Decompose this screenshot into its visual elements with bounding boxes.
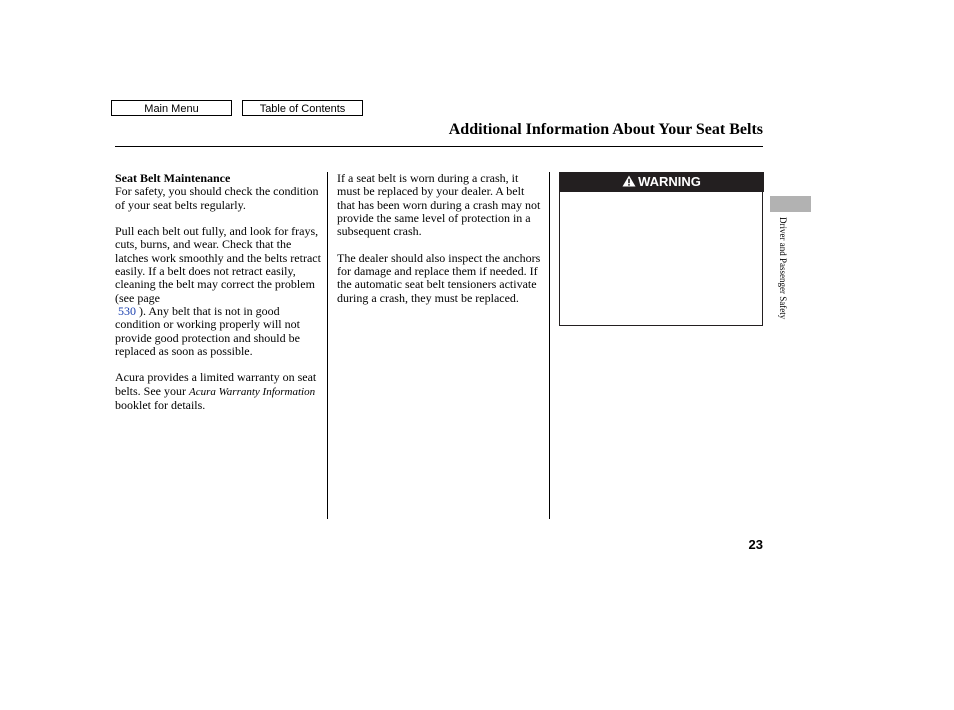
page-reference-link[interactable]: 530 [118,303,136,318]
warranty-text-a: Acura provides a limited warranty on seat belts. See your [115,370,317,398]
section-tab-marker [770,196,811,212]
warning-box [559,192,763,326]
page-title: Additional Information About Your Seat Belts [448,121,763,138]
column-left [115,172,321,426]
paragraph-inspect-belts [115,225,321,358]
paragraph-inspect-text-b: ). Any belt that is not in good condition or working properly will not provide good protection and should be replaced as soon as possible. [115,303,300,358]
column-middle [337,172,543,318]
warning-label: WARNING [638,174,701,189]
paragraph-warranty [115,371,321,412]
main-menu-button[interactable]: Main Menu [111,100,232,116]
table-of-contents-button[interactable]: Table of Contents [242,100,363,116]
paragraph-inspect-text-a: Pull each belt out fully, and look for frays, cuts, burns, and wear. Check that the latches work smoothly and the belts retract easily. If a belt does not retract easily, cleaning the belt may correct the problem (see page [115,224,321,305]
paragraph-replace-after-crash: If a seat belt is worn during a crash, it must be replaced by your dealer. A belt that has been worn during a crash may not provide the same level of protection in a subsequent crash. [337,171,541,239]
warranty-booklet-title: Acura Warranty Information [189,385,316,398]
section-side-label: Driver and Passenger Safety [778,217,788,320]
column-divider [549,172,550,519]
section-heading: Seat Belt Maintenance [115,171,231,185]
paragraph-check-condition: For safety, you should check the condition of your seat belts regularly. [115,184,319,212]
page-number: 23 [748,537,763,552]
warranty-text-b: booklet for details. [115,398,206,413]
title-divider [115,146,763,147]
paragraph-dealer-inspect: The dealer should also inspect the anchors for damage and replace them if needed. If the automatic seat belt tensioners activate during a crash, they must be replaced. [337,250,541,305]
column-divider [327,172,328,519]
warning-header [559,172,764,192]
warning-triangle-icon [622,175,636,187]
